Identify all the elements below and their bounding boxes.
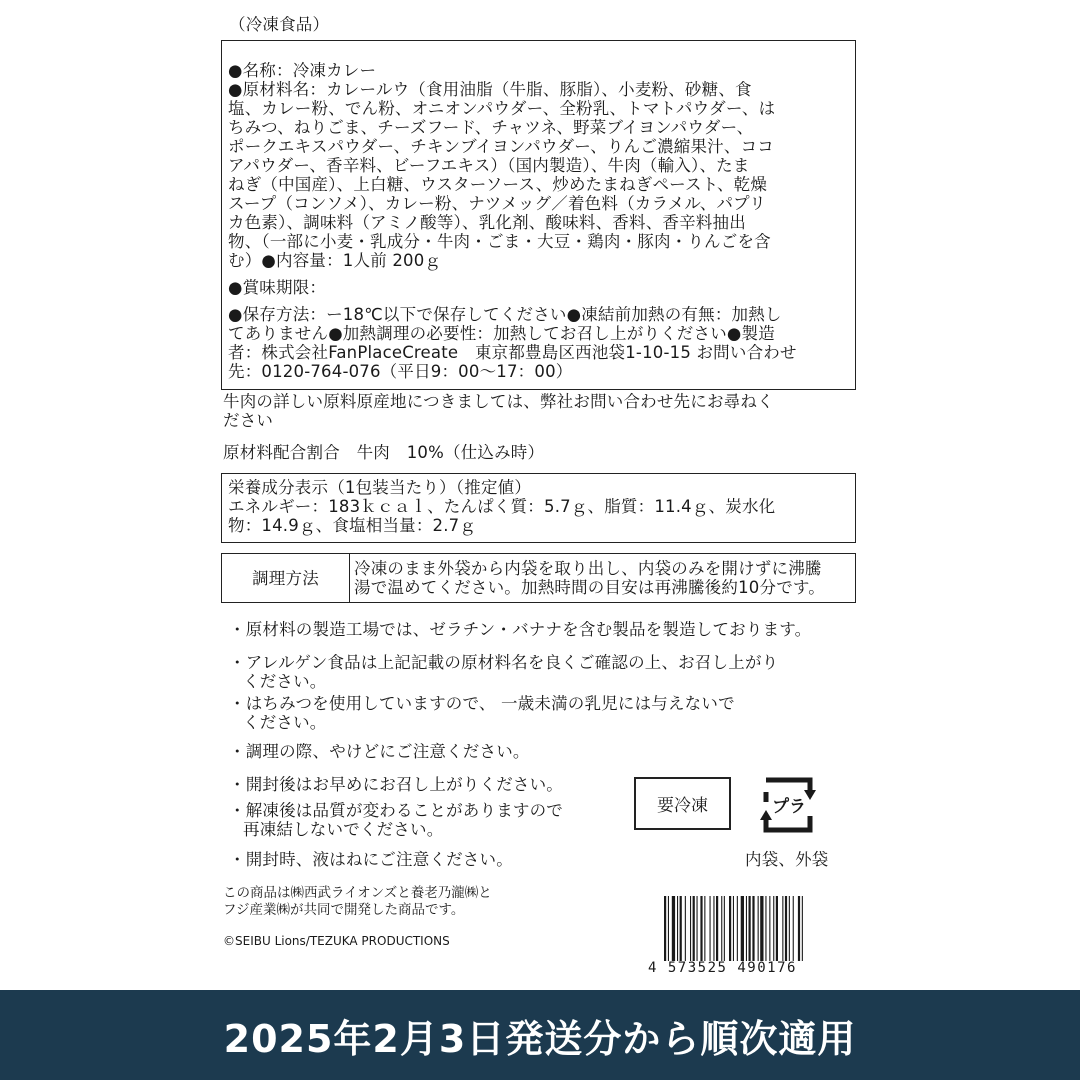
ingredients-line: ●原材料名：カレールウ（食用油脂（牛脂、豚脂）、小麦粉、砂糖、食 — [228, 80, 752, 99]
ingredients-line: スープ（コンソメ）、カレー粉、ナツメッグ／着色料（カラメル、パプリ — [228, 194, 766, 213]
ingredients-line: ポークエキスパウダー、チキンブイヨンパウダー、りんご濃縮果汁、ココ — [228, 137, 774, 156]
note-honey-cont: ください。 — [243, 713, 327, 732]
ingredients-line: ねぎ（中国産）、上白糖、ウスターソース、炒めたまねぎペースト、乾燥 — [228, 175, 768, 194]
note-allergen: ・アレルゲン食品は上記記載の原材料名を良くご確認の上、お召し上がり — [229, 653, 779, 672]
nutrition-title: 栄養成分表示（1包装当たり）（推定値） — [228, 478, 532, 497]
partner-line-1: この商品は㈱西武ライオンズと養老乃瀧㈱と — [223, 885, 492, 901]
cooking-method-text — [350, 554, 855, 602]
ingredients-line: アパウダー、香辛料、ビーフエキス）（国内製造）、牛肉（輸入）、たま — [228, 156, 750, 175]
ingredients-line: ●名称：冷凍カレー — [228, 61, 377, 80]
ingredients-line: む）●内容量：1人前 200ｇ — [228, 251, 442, 270]
product-category-label: （冷凍食品） — [229, 15, 330, 34]
ingredients-line: カ色素）、調味料（アミノ酸等）、乳化剤、酸味料、香料、香辛料抽出 — [228, 213, 746, 232]
shipping-notice-text: 2025年2月3日発送分から順次適用 — [223, 1016, 857, 1061]
storage-line: てありません●加熱調理の必要性：加熱してお召し上がりください●製造 — [228, 324, 775, 343]
ingredients-text — [228, 61, 849, 270]
note-refreeze: ・解凍後は品質が変わることがありますので — [229, 801, 563, 820]
nutrition-facts-box — [221, 473, 856, 543]
barcode-number: 4 573525 490176 — [648, 960, 797, 976]
origin-note-line1: 牛肉の詳しい原料原産地につきましては、弊社お問い合わせ先にお尋ねく — [223, 392, 774, 411]
keep-frozen-label: 要冷凍 — [634, 777, 731, 830]
ingredient-label-box — [221, 40, 856, 390]
cooking-method-box — [221, 553, 856, 603]
recycle-caption: 内袋、外袋 — [745, 850, 829, 869]
cooking-line-1: 冷凍のまま外袋から内袋を取り出し、内袋のみを開けずに沸騰 — [354, 559, 822, 578]
storage-manufacturer-text — [228, 305, 849, 381]
cooking-method-label: 調理方法 — [222, 554, 350, 602]
barcode-image — [664, 896, 848, 961]
note-burn: ・調理の際、やけどにご注意ください。 — [229, 742, 530, 761]
shipping-notice-banner — [0, 990, 1080, 1080]
partner-line-2: フジ産業㈱が共同で開発した商品です。 — [223, 902, 465, 918]
nutrition-line-2: 物：14.9ｇ、食塩相当量：2.7ｇ — [228, 516, 477, 535]
ingredients-line: 物、（一部に小麦・乳成分・牛肉・ごま・大豆・鶏肉・豚肉・りんごを含 — [228, 232, 771, 251]
ingredients-line: ちみつ、ねりごま、チーズフード、チャツネ、野菜ブイヨンパウダー、 — [228, 118, 754, 137]
note-after-opening: ・開封後はお早めにお召し上がりください。 — [229, 775, 563, 794]
cooking-line-2: 湯で温めてください。加熱時間の目安は再沸騰後約10分です。 — [354, 578, 825, 597]
recycle-mark-text: プラ — [772, 797, 806, 817]
note-honey: ・はちみつを使用していますので、 一歳未満の乳児には与えないで — [229, 694, 735, 713]
nutrition-line-1: エネルギー：183ｋｃａｌ、たんぱく質：5.7ｇ、脂質：11.4ｇ、炭水化 — [228, 497, 776, 516]
note-factory: ・原材料の製造工場では、ゼラチン・バナナを含む製品を製造しております。 — [229, 620, 812, 639]
ingredients-line: 塩、カレー粉、でん粉、オニオンパウダー、全粉乳、トマトパウダー、は — [228, 99, 776, 118]
storage-line: 先：0120-764-076（平日9：00～17：00） — [228, 362, 573, 381]
beef-ratio-note: 原材料配合割合 牛肉 10%（仕込み時） — [223, 443, 545, 462]
storage-line: 者：株式会社FanPlaceCreate 東京都豊島区西池袋1-10-15 お問い合わせ — [228, 343, 797, 362]
note-allergen-cont: ください。 — [243, 672, 327, 691]
origin-note-line2: ださい — [223, 411, 274, 430]
plastic-recycle-icon — [752, 772, 824, 838]
best-before-label: ●賞味期限： — [228, 278, 327, 297]
note-splash: ・開封時、液はねにご注意ください。 — [229, 850, 513, 869]
copyright-text: ©SEIBU Lions/TEZUKA PRODUCTIONS — [223, 934, 450, 948]
storage-line: ●保存方法：ー18℃以下で保存してください●凍結前加熱の有無：加熱し — [228, 305, 782, 324]
note-refreeze-cont: 再凍結しないでください。 — [243, 820, 444, 839]
